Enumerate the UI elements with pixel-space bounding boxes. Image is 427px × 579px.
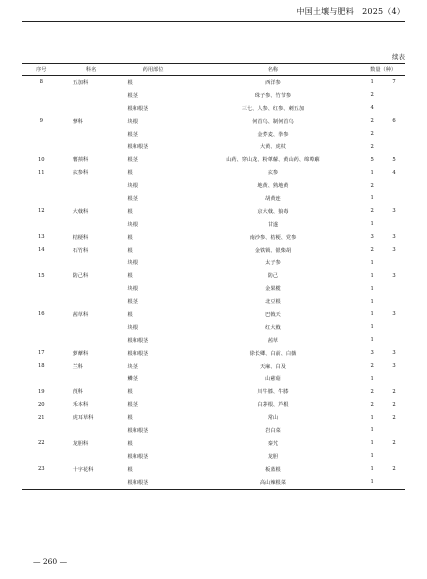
cell-family-total: 3 <box>392 272 396 279</box>
cell-family: 兰科 <box>72 363 83 370</box>
cell-family <box>61 179 122 192</box>
table-row <box>22 450 405 463</box>
cell-number <box>22 218 61 231</box>
cell-family <box>61 372 122 385</box>
cell-count: 2 <box>370 208 374 215</box>
cell-name: 金果榄 <box>265 286 281 293</box>
cell-part: 根茎 <box>127 157 138 164</box>
cell-part: 根和根茎 <box>127 337 149 344</box>
cell-number <box>22 476 61 489</box>
cell-part: 根和根茎 <box>127 427 149 434</box>
cell-family <box>61 89 122 102</box>
col-header-number: 序号 <box>36 67 47 73</box>
table-row <box>22 244 405 257</box>
cell-name: 白茅根、芦根 <box>257 402 289 409</box>
cell-part: 根 <box>127 273 133 280</box>
cell-name: 太子参 <box>265 260 281 267</box>
cell-name: 金铁锁、银柴胡 <box>254 247 292 254</box>
cell-family: 桔梗科 <box>72 234 89 241</box>
cell-count: 2 <box>370 363 374 370</box>
cell-name: 红大戟 <box>265 324 281 331</box>
cell-family: 龙胆科 <box>72 440 89 447</box>
cell-number: 11 <box>37 169 45 176</box>
table-row <box>22 89 405 102</box>
cell-number: 23 <box>37 466 45 473</box>
cell-family <box>61 295 122 308</box>
cell-name: 高山辣根菜 <box>185 476 362 489</box>
cell-count: 1 <box>370 195 374 202</box>
cell-family <box>61 450 122 463</box>
cell-count: 1 <box>370 414 374 421</box>
cell-number: 20 <box>37 401 45 408</box>
cell-number <box>22 140 61 153</box>
cell-count: 1 <box>370 375 374 382</box>
cell-part: 根茎 <box>127 402 138 409</box>
cell-count: 1 <box>370 337 374 344</box>
cell-family-total: 3 <box>392 247 396 254</box>
cell-name: 山慈菇 <box>265 376 281 383</box>
cell-family-total: 6 <box>392 118 396 125</box>
cell-family-total: 3 <box>392 350 396 357</box>
cell-family-total: 5 <box>392 156 396 163</box>
cell-family-total: 4 <box>392 169 396 176</box>
cell-number: 19 <box>37 388 45 395</box>
cell-family-total: 2 <box>392 440 396 447</box>
cell-part: 根 <box>127 440 133 447</box>
cell-family-total <box>383 372 405 385</box>
cell-family-total <box>383 89 405 102</box>
cell-count: 1 <box>370 311 374 318</box>
cell-number: 9 <box>39 118 43 125</box>
cell-part: 根 <box>127 234 133 241</box>
cell-name: 金荞麦、拳参 <box>257 131 289 138</box>
cell-number <box>22 321 61 334</box>
cell-number: 18 <box>37 363 45 370</box>
cell-count: 1 <box>370 221 374 228</box>
cell-count: 2 <box>370 182 374 189</box>
cell-count: 1 <box>370 79 374 86</box>
cell-count: 2 <box>370 388 374 395</box>
cell-part: 根茎 <box>127 195 138 202</box>
cell-name: 防己 <box>267 273 279 280</box>
table-row <box>22 256 405 269</box>
table-row <box>22 76 405 89</box>
cell-family-total <box>383 256 405 269</box>
cell-part: 根 <box>127 79 133 86</box>
cell-part: 根茎 <box>127 131 138 138</box>
table-row <box>22 347 405 360</box>
cell-family: 茜草科 <box>72 311 89 318</box>
cell-part: 根 <box>127 311 133 318</box>
col-header-name: 名称 <box>267 67 279 73</box>
cell-family <box>61 102 122 115</box>
cell-family-total <box>383 321 405 334</box>
cell-number <box>22 179 61 192</box>
col-header-count: 数量（种） <box>370 67 397 73</box>
cell-family <box>61 128 122 141</box>
cell-family-total <box>383 102 405 115</box>
cell-family: 虎耳草科 <box>72 415 94 422</box>
cell-family: 薯蓣科 <box>72 157 89 164</box>
cell-number <box>22 102 61 115</box>
cell-family: 五加科 <box>72 79 89 86</box>
cell-family-total: 2 <box>392 466 396 473</box>
cell-number: 22 <box>37 440 45 447</box>
table-row <box>22 437 405 450</box>
cell-number <box>22 192 61 205</box>
cell-name: 徐长卿、白前、白薇 <box>249 350 297 357</box>
table-row <box>22 398 405 411</box>
cell-family-total: 3 <box>392 311 396 318</box>
cell-family: 禾本科 <box>72 402 89 409</box>
cell-number: 15 <box>37 272 45 279</box>
cell-name: 玄参 <box>267 170 279 177</box>
cell-name: 龙胆 <box>267 453 279 460</box>
cell-count: 1 <box>370 285 374 292</box>
cell-number <box>22 256 61 269</box>
cell-number <box>22 424 61 437</box>
cell-name: 天麻、白及 <box>259 363 286 370</box>
cell-number: 8 <box>39 79 43 86</box>
cell-count: 4 <box>370 105 374 112</box>
cell-number <box>22 295 61 308</box>
cell-part: 根和根茎 <box>122 476 185 489</box>
cell-family-total: 2 <box>392 414 396 421</box>
cell-count: 1 <box>370 272 374 279</box>
table-row <box>22 334 405 347</box>
cell-family: 防己科 <box>72 273 89 280</box>
cell-family-total: 3 <box>392 234 396 241</box>
table-continued-label: 续表 <box>392 53 405 61</box>
table-row <box>22 128 405 141</box>
cell-part: 块根 <box>127 324 138 331</box>
col-header-family: 科名 <box>85 67 97 73</box>
table-row <box>22 102 405 115</box>
cell-number: 13 <box>37 234 45 241</box>
cell-family-total: 2 <box>392 401 396 408</box>
cell-family-total: 7 <box>392 79 396 86</box>
medicinal-plant-table <box>22 63 405 490</box>
cell-name: 西洋参 <box>265 79 281 86</box>
table-row <box>22 231 405 244</box>
cell-count: 1 <box>370 440 374 447</box>
cell-family <box>61 218 122 231</box>
cell-number <box>22 128 61 141</box>
table-row <box>22 192 405 205</box>
cell-family: 萝藦科 <box>72 350 89 357</box>
cell-number <box>22 89 61 102</box>
table-row <box>22 140 405 153</box>
cell-count: 1 <box>370 427 374 434</box>
cell-number: 21 <box>37 414 45 421</box>
table-row <box>22 424 405 437</box>
cell-number: 14 <box>37 247 45 254</box>
cell-count: 2 <box>370 118 374 125</box>
cell-family: 大戟科 <box>72 208 89 215</box>
table-row <box>22 153 405 166</box>
cell-number: 16 <box>37 311 45 318</box>
cell-part: 鳞茎 <box>127 376 138 383</box>
cell-name: 何首乌、制何首乌 <box>252 118 294 125</box>
cell-part: 根和根茎 <box>127 105 149 112</box>
cell-name: 山药、穿山龙、粉萆薢、黄山药、绵萆薢 <box>226 157 320 164</box>
table-row <box>22 308 405 321</box>
cell-name: 胡黄连 <box>265 195 281 202</box>
cell-part: 根 <box>127 247 133 254</box>
cell-number: 12 <box>37 208 45 215</box>
cell-part: 根 <box>127 208 133 215</box>
header-rule <box>22 21 405 22</box>
cell-family-total <box>383 192 405 205</box>
cell-family <box>61 334 122 347</box>
table-row <box>22 115 405 128</box>
cell-name: 岩白菜 <box>265 427 281 434</box>
cell-family <box>61 192 122 205</box>
cell-family <box>61 424 122 437</box>
cell-name: 南沙参、桔梗、党参 <box>249 234 297 241</box>
col-header-part: 药用部位 <box>142 67 164 73</box>
cell-family-total <box>383 334 405 347</box>
cell-part: 根 <box>127 466 133 473</box>
cell-part: 根茎 <box>127 92 138 99</box>
table-row <box>22 205 405 218</box>
cell-count: 3 <box>370 234 374 241</box>
cell-family-total <box>383 450 405 463</box>
cell-count: 2 <box>370 401 374 408</box>
cell-family-total: 2 <box>392 388 396 395</box>
cell-part: 根 <box>127 415 133 422</box>
cell-name: 巴戟天 <box>265 311 281 318</box>
cell-count: 2 <box>370 92 374 99</box>
table-row <box>22 282 405 295</box>
cell-number: 10 <box>37 156 45 163</box>
cell-name: 板蓝根 <box>265 466 281 473</box>
page-header <box>0 0 427 22</box>
table-row <box>22 372 405 385</box>
cell-name: 地黄、熟地黄 <box>257 183 289 190</box>
cell-family-total <box>383 140 405 153</box>
table-row <box>22 269 405 282</box>
cell-count: 1 <box>370 169 374 176</box>
cell-family: 十字花科 <box>72 466 94 473</box>
cell-part: 根 <box>127 170 133 177</box>
cell-part: 块根 <box>127 118 138 125</box>
table-row <box>22 166 405 179</box>
cell-name: 珠子参、竹节参 <box>254 92 292 99</box>
cell-family: 石竹科 <box>72 247 89 254</box>
table-row <box>22 385 405 398</box>
table-body <box>22 76 405 490</box>
table-row <box>22 411 405 424</box>
cell-family-total <box>383 218 405 231</box>
cell-family-total <box>383 476 405 489</box>
cell-family: 玄参科 <box>72 170 89 177</box>
cell-count: 5 <box>370 156 374 163</box>
cell-number <box>22 282 61 295</box>
cell-number <box>22 334 61 347</box>
table-row <box>22 179 405 192</box>
cell-family <box>61 476 122 489</box>
cell-count: 2 <box>370 131 374 137</box>
cell-count: 2 <box>370 247 374 254</box>
cell-family: 蓼科 <box>72 118 83 125</box>
cell-name: 大黄、虎杖 <box>259 144 286 151</box>
cell-name: 茜草 <box>267 337 279 344</box>
cell-part: 根和根茎 <box>127 350 149 357</box>
cell-part: 根和根茎 <box>127 453 149 460</box>
cell-count: 2 <box>370 143 374 150</box>
cell-family-total: 3 <box>392 363 396 370</box>
cell-part: 根 <box>127 389 133 396</box>
cell-number <box>22 372 61 385</box>
cell-count: 1 <box>370 298 374 305</box>
cell-number <box>22 450 61 463</box>
cell-family <box>61 321 122 334</box>
cell-number: 17 <box>37 350 45 357</box>
cell-count: 1 <box>370 324 374 331</box>
cell-family <box>61 282 122 295</box>
cell-count: 1 <box>370 453 374 460</box>
table-row <box>22 218 405 231</box>
table-row <box>22 476 405 489</box>
cell-family-total <box>383 128 405 141</box>
cell-count: 1 <box>361 476 383 489</box>
page-number: — 260 — <box>33 557 68 566</box>
cell-family-total <box>383 179 405 192</box>
cell-part: 根和根茎 <box>127 144 149 151</box>
cell-part: 块根 <box>127 183 138 190</box>
cell-name: 甘遂 <box>267 221 279 228</box>
cell-name: 川牛膝、牛膝 <box>257 389 289 396</box>
cell-part: 块根 <box>127 221 138 228</box>
cell-family <box>61 256 122 269</box>
cell-count: 1 <box>370 259 374 266</box>
cell-family-total <box>383 282 405 295</box>
cell-family-total: 3 <box>392 208 396 215</box>
cell-count: 1 <box>370 466 374 473</box>
cell-family-total <box>383 295 405 308</box>
cell-family-total <box>383 424 405 437</box>
cell-family <box>61 140 122 153</box>
table-row <box>22 295 405 308</box>
cell-count: 3 <box>370 350 374 357</box>
cell-part: 块根 <box>127 260 138 267</box>
table-row <box>22 463 405 476</box>
cell-part: 块根 <box>127 286 138 293</box>
table-header-row <box>22 64 405 76</box>
table-row <box>22 321 405 334</box>
cell-family: 莨科 <box>72 389 83 396</box>
journal-title: 中国土壤与肥料 2025（4） <box>296 7 405 16</box>
table-row <box>22 360 405 373</box>
cell-name: 秦艽 <box>267 440 279 447</box>
cell-name: 京大戟、狼毒 <box>257 208 289 215</box>
cell-name: 三七、人参、红参、刺五加 <box>241 105 305 112</box>
cell-part: 块茎 <box>127 363 138 370</box>
cell-name: 北豆根 <box>265 299 281 306</box>
cell-name: 常山 <box>267 415 279 422</box>
cell-part: 根茎 <box>127 299 138 306</box>
